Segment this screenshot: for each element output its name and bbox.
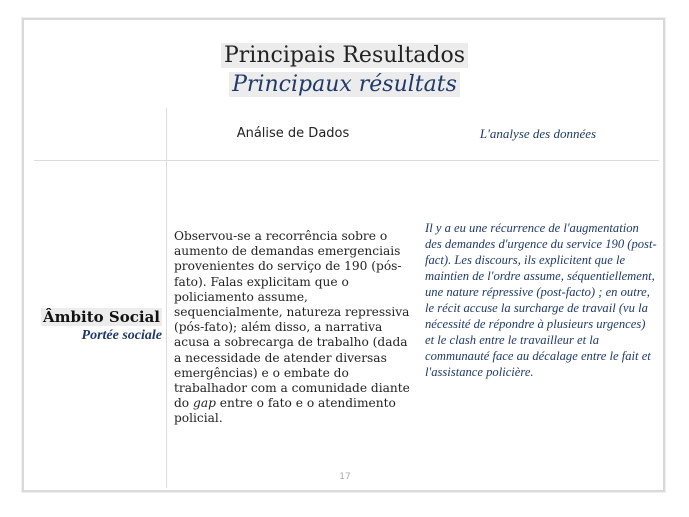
table-divider-vertical	[166, 108, 167, 488]
cell-portuguese-text-a: Observou-se a recorrência sobre o aumento de demandas emergenciais provenientes do serviço de 190 (pós-fato). Falas explicitam que o policiamento assume, sequencialmente, natureza repressiva (pós-fato); além disso, a narrativa acusa a sobrecarga de trabalho (dada a necessidade de atender diversas emergências) e o embate do trabalhador com a comunidade diante do	[174, 229, 410, 411]
title-french-text: Principaux résultats	[229, 72, 460, 97]
cell-french: Il y a eu une récurrence de l'augmentation des demandes d'urgence du service 190 (post-fact). Les discours, ils explicitent que le maintien de l'ordre assume, séquentiellement, une nature répressive (post-facto) ; en outre, le récit accuse la surcharge de travail (vu la nécessité de répondre à plusieurs urgences) et le clash entre le travailleur et la communauté face au décalage entre le fait et l'assistance policière.	[425, 221, 657, 379]
cell-portuguese	[174, 229, 414, 427]
column-header-portuguese: Análise de Dados	[236, 126, 350, 141]
row-header	[30, 307, 162, 344]
cell-portuguese-text-b: entre o fato e o atendimento policial.	[174, 396, 396, 426]
row-header-french: Portée sociale	[81, 328, 162, 343]
page-number: 17	[339, 472, 351, 482]
row-header-portuguese: Âmbito Social	[43, 308, 160, 326]
title-portuguese	[0, 43, 689, 68]
column-header-french: L'analyse des données	[479, 126, 597, 141]
title-portuguese-text: Principais Resultados	[221, 43, 468, 68]
table-divider-horizontal	[34, 160, 659, 161]
title-french	[0, 72, 689, 97]
cell-portuguese-emphasis: gap	[193, 396, 216, 411]
